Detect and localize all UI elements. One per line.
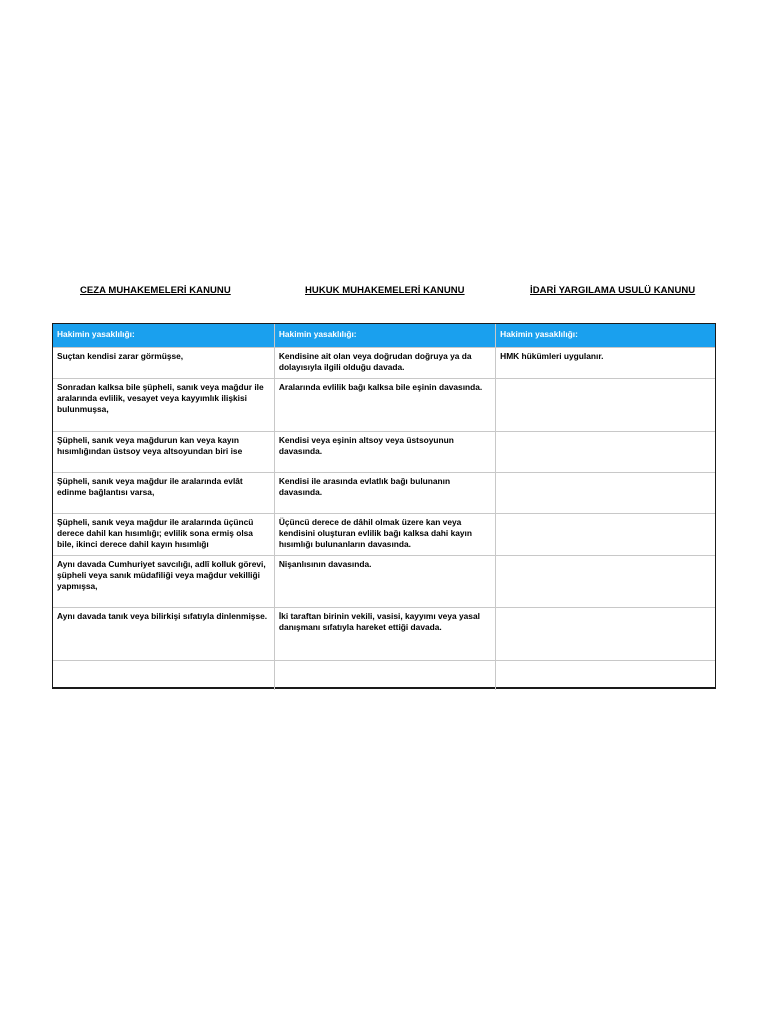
table-cell: Nişanlısının davasında. <box>274 556 495 608</box>
table-cell: Kendisine ait olan veya doğrudan doğruya ya da dolayısıyla ilgili olduğu davada. <box>274 348 495 379</box>
table-cell <box>496 661 715 690</box>
table-cell <box>496 514 715 556</box>
table-cell <box>274 661 495 690</box>
table-cell: Şüpheli, sanık veya mağdurun kan veya kayın hısımlığından üstsoy veya altsoyundan biri ise <box>53 432 274 473</box>
heading-idari-yargilama-usulu-kanunu: İDARİ YARGILAMA USULÜ KANUNU <box>530 285 696 296</box>
table-header-row <box>53 324 715 348</box>
table-row <box>53 348 715 379</box>
table-cell: Aynı davada Cumhuriyet savcılığı, adlî kolluk görevi, şüpheli veya sanık müdafiliği veya mağdur vekilliği yapmışsa, <box>53 556 274 608</box>
table-cell: Üçüncü derece de dâhil olmak üzere kan veya kendisini oluşturan evlilik bağı kalksa dahi kayın hısımlığı bulunanların davasında. <box>274 514 495 556</box>
header-cell: Hakimin yasaklılığı: <box>53 324 274 348</box>
table-row <box>53 514 715 556</box>
table-row <box>53 661 715 690</box>
table-row <box>53 379 715 432</box>
table-cell: Şüpheli, sanık veya mağdur ile aralarında evlât edinme bağlantısı varsa, <box>53 473 274 514</box>
table-cell: HMK hükümleri uygulanır. <box>496 348 715 379</box>
comparison-table <box>52 323 716 689</box>
table-cell <box>53 661 274 690</box>
table-cell <box>496 556 715 608</box>
table-cell: Aynı davada tanık veya bilirkişi sıfatıyla dinlenmişse. <box>53 608 274 661</box>
table-row <box>53 608 715 661</box>
header-cell: Hakimin yasaklılığı: <box>274 324 495 348</box>
table-row <box>53 432 715 473</box>
table-cell: Kendisi ile arasında evlatlık bağı bulunanın davasında. <box>274 473 495 514</box>
table-cell: Kendisi veya eşinin altsoy veya üstsoyunun davasında. <box>274 432 495 473</box>
table-cell <box>496 379 715 432</box>
table-row <box>53 556 715 608</box>
table-cell: Şüpheli, sanık veya mağdur ile aralarında üçüncü derece dahil kan hısımlığı; evlilik sona ermiş olsa bile, ikinci derece dahil kayın hısımlığı <box>53 514 274 556</box>
table-cell: Suçtan kendisi zarar görmüşse, <box>53 348 274 379</box>
table-cell <box>496 608 715 661</box>
table-row <box>53 473 715 514</box>
table-cell: Sonradan kalksa bile şüpheli, sanık veya mağdur ile aralarında evlilik, vesayet veya kayyımlık ilişkisi bulunmuşsa, <box>53 379 274 432</box>
heading-ceza-muhakemeleri-kanunu: CEZA MUHAKEMELERİ KANUNU <box>80 285 231 296</box>
table-cell: İki taraftan birinin vekili, vasisi, kayyımı veya yasal danışmanı sıfatıyla hareket ettiği davada. <box>274 608 495 661</box>
header-cell: Hakimin yasaklılığı: <box>496 324 715 348</box>
heading-hukuk-muhakemeleri-kanunu: HUKUK MUHAKEMELERİ KANUNU <box>305 285 465 296</box>
table-cell: Aralarında evlilik bağı kalksa bile eşinin davasında. <box>274 379 495 432</box>
table-cell <box>496 473 715 514</box>
table-cell <box>496 432 715 473</box>
